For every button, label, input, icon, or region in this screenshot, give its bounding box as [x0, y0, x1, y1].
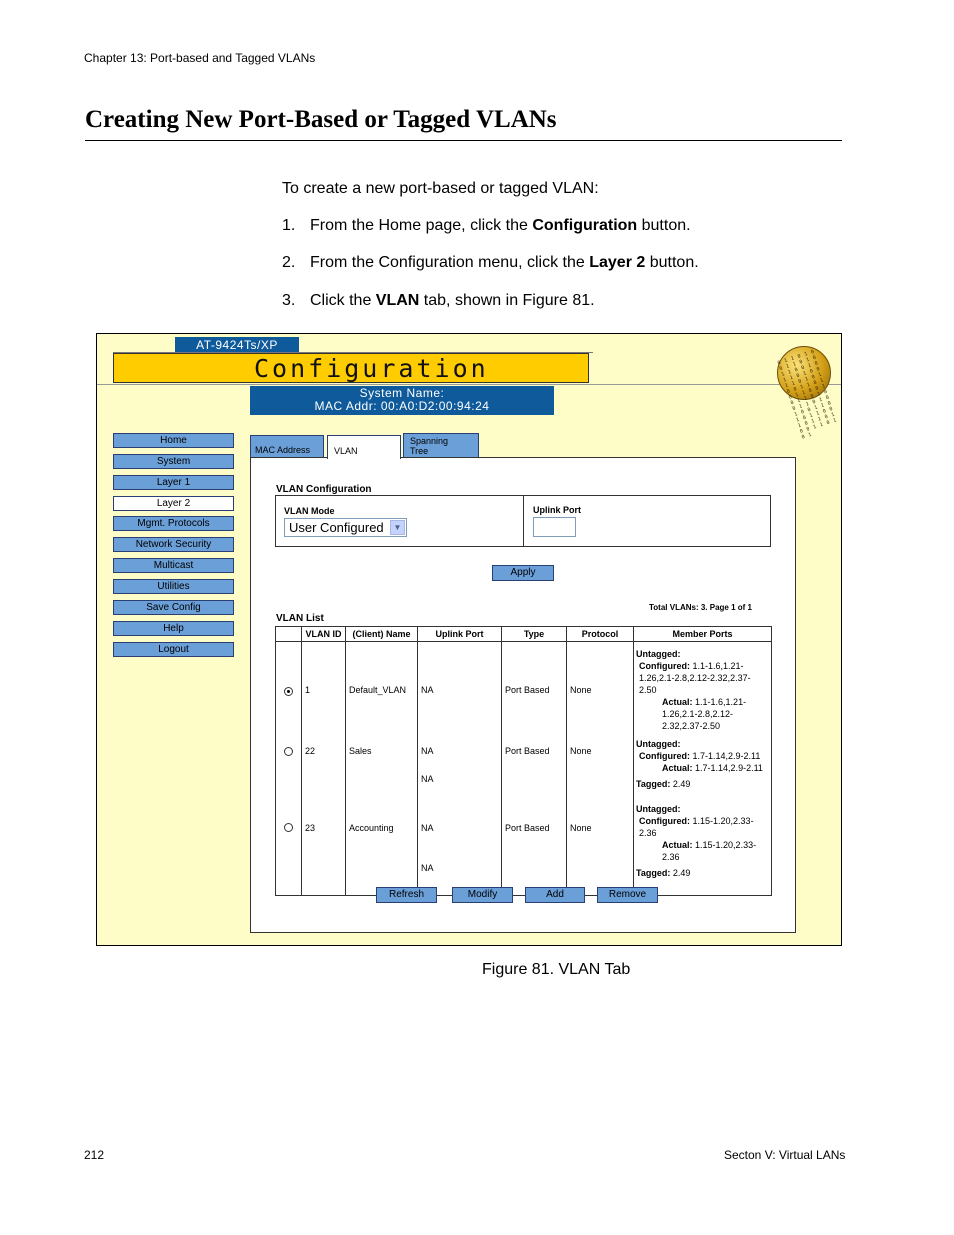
uplink-value: NA: [421, 823, 434, 833]
step-text: From the Configuration menu, click the: [310, 254, 590, 271]
vlan-23-radio[interactable]: [284, 823, 293, 832]
nav-layer2-button[interactable]: Layer 2: [113, 496, 234, 511]
remove-button[interactable]: Remove: [597, 887, 658, 903]
nav-logout-button[interactable]: Logout: [113, 642, 234, 657]
tab-label: Spanning: [410, 436, 449, 446]
member-ports-cell: [634, 803, 772, 896]
configured-ports: 1.15-1.20,2.33-2.36: [639, 816, 754, 838]
untagged-label: Untagged:: [636, 649, 681, 659]
step-bold: VLAN: [375, 292, 420, 309]
untagged-label: Untagged:: [636, 804, 681, 814]
protocol-cell: None: [567, 642, 634, 739]
step-bold: Layer 2: [589, 254, 646, 271]
uplink-port-input[interactable]: [533, 517, 576, 537]
member-ports-cell: [634, 738, 772, 803]
vlan-22-radio[interactable]: [284, 747, 293, 756]
table-header-row: [276, 627, 772, 642]
tagged-ports: 2.49: [672, 779, 691, 789]
mac-address: MAC Addr: 00:A0:D2:00:94:24: [314, 399, 490, 413]
model-label: AT-9424Ts/XP: [175, 337, 299, 353]
configured-ports: 1.7-1.14,2.9-2.11: [692, 751, 761, 761]
uplink-port-label: Uplink Port: [533, 505, 582, 515]
type-cell: Port Based: [502, 642, 567, 739]
column-header: Member Ports: [634, 627, 772, 642]
actual-ports: 1.7-1.14,2.9-2.11: [695, 763, 763, 773]
step-3: [282, 292, 595, 310]
tab-mac-address[interactable]: MAC Address: [250, 435, 324, 457]
actual-label: Actual:: [662, 763, 693, 773]
tagged-ports: 2.49: [672, 868, 691, 878]
vlan-id-cell: 23: [302, 803, 346, 896]
modify-button[interactable]: Modify: [452, 887, 513, 903]
vlan-mode-select[interactable]: [284, 518, 407, 537]
divider: [97, 384, 841, 385]
apply-button[interactable]: Apply: [492, 565, 554, 581]
vlan-configuration-title: VLAN Configuration: [276, 484, 372, 495]
divider: [523, 495, 524, 547]
row-select-cell: [276, 642, 302, 739]
nav-multicast-button[interactable]: Multicast: [113, 558, 234, 573]
protocol-cell: None: [567, 738, 634, 803]
chevron-down-icon[interactable]: ▼: [390, 520, 405, 535]
vlan-id-cell: 1: [302, 642, 346, 739]
uplink-cell: NA: [418, 642, 502, 739]
vlan-list-title: VLAN List: [276, 613, 324, 624]
table-row: [276, 738, 772, 803]
uplink-value: NA: [421, 774, 434, 784]
member-ports-cell: [634, 642, 772, 739]
column-header: Uplink Port: [418, 627, 502, 642]
uplink-cell: [418, 738, 502, 803]
nav-system-button[interactable]: System: [113, 454, 234, 469]
uplink-value: NA: [421, 863, 434, 873]
configured-ports: 1.1-1.6,1.21-1.26,2.1-2.8,2.12-2.32,2.37-2.50: [639, 661, 751, 695]
section-footer: Secton V: Virtual LANs: [724, 1148, 846, 1162]
vlan-mode-label: VLAN Mode: [284, 506, 335, 516]
actual-label: Actual:: [662, 697, 693, 707]
vlan-list-table: [275, 626, 772, 896]
table-row: [276, 642, 772, 739]
step-bold: Configuration: [532, 217, 638, 234]
vlan-mode-value: User Configured: [289, 520, 384, 535]
table-row: [276, 803, 772, 896]
column-header: Protocol: [567, 627, 634, 642]
vlan-name-cell: Sales: [346, 738, 418, 803]
vlan-name-cell: Default_VLAN: [346, 642, 418, 739]
tab-vlan[interactable]: VLAN: [327, 435, 401, 459]
tab-label: Tree: [410, 446, 429, 456]
type-cell: Port Based: [502, 738, 567, 803]
system-name: System Name:: [359, 386, 445, 400]
type-cell: Port Based: [502, 803, 567, 896]
vlan-id-cell: 22: [302, 738, 346, 803]
actual-ports: 1.15-1.20,2.33-2.36: [662, 840, 757, 862]
uplink-cell: [418, 803, 502, 896]
step-text: button.: [637, 217, 691, 234]
configuration-banner: Configuration: [113, 353, 589, 383]
step-2: [282, 254, 699, 272]
configured-label: Configured:: [639, 661, 690, 671]
page-title: Creating New Port-Based or Tagged VLANs: [85, 106, 557, 133]
tagged-label: Tagged:: [636, 779, 671, 789]
figure-caption: Figure 81. VLAN Tab: [482, 961, 631, 978]
add-button[interactable]: Add: [525, 887, 585, 903]
vlan-1-radio[interactable]: [284, 687, 293, 696]
refresh-button[interactable]: Refresh: [376, 887, 437, 903]
column-header: VLAN ID: [302, 627, 346, 642]
nav-mgmt-protocols-button[interactable]: Mgmt. Protocols: [113, 516, 234, 531]
vlan-tab-screenshot: [96, 333, 842, 946]
nav-network-security-button[interactable]: Network Security: [113, 537, 234, 552]
tab-spanning-tree[interactable]: [403, 433, 479, 457]
intro-text: To create a new port-based or tagged VLAN:: [282, 180, 599, 197]
untagged-label: Untagged:: [636, 739, 681, 749]
protocol-cell: None: [567, 803, 634, 896]
nav-home-button[interactable]: Home: [113, 433, 234, 448]
step-text: Click the: [310, 292, 376, 309]
step-number: 2.: [282, 254, 296, 271]
step-1: [282, 217, 691, 235]
step-number: 3.: [282, 292, 296, 309]
step-text: From the Home page, click the: [310, 217, 533, 234]
actual-label: Actual:: [662, 840, 693, 850]
system-info-box: [250, 386, 554, 415]
vlan-name-cell: Accounting: [346, 803, 418, 896]
title-rule: [85, 140, 842, 141]
actual-ports: 1.1-1.6,1.21-1.26,2.1-2.8,2.12-2.32,2.37-2.50: [662, 697, 747, 731]
row-select-cell: [276, 803, 302, 896]
step-number: 1.: [282, 217, 296, 234]
nav-help-button[interactable]: Help: [113, 621, 234, 636]
page-number: 212: [84, 1148, 105, 1162]
step-text: button.: [645, 254, 699, 271]
configured-label: Configured:: [639, 816, 690, 826]
running-header: Chapter 13: Port-based and Tagged VLANs: [84, 51, 316, 65]
column-header: (Client) Name: [346, 627, 418, 642]
step-text: tab, shown in Figure 81.: [419, 292, 595, 309]
total-vlans: Total VLANs: 3. Page 1 of 1: [649, 603, 752, 612]
nav-save-config-button[interactable]: Save Config: [113, 600, 234, 615]
configured-label: Configured:: [639, 751, 690, 761]
uplink-value: NA: [421, 746, 434, 756]
column-header: Type: [502, 627, 567, 642]
row-select-cell: [276, 738, 302, 803]
select-column-header: [276, 627, 302, 642]
nav-layer1-button[interactable]: Layer 1: [113, 475, 234, 490]
globe-icon: 0 1 1 0 1 0 0 1 1 0 1 0 1 1 0 0 1 0 1 1 0 1 0 0 1 1 0 1 0 1 0 0 1 1 0 1 0 1 1 0 0 1 0 1 1 0 1 0 0 1 1 0 1 0 1 0 0 1 1 0 1 0 1 1 0 0 1 0 1 1 0 1 0 0 1 1 0 1 0 1: [777, 346, 831, 400]
tagged-label: Tagged:: [636, 868, 671, 878]
nav-utilities-button[interactable]: Utilities: [113, 579, 234, 594]
